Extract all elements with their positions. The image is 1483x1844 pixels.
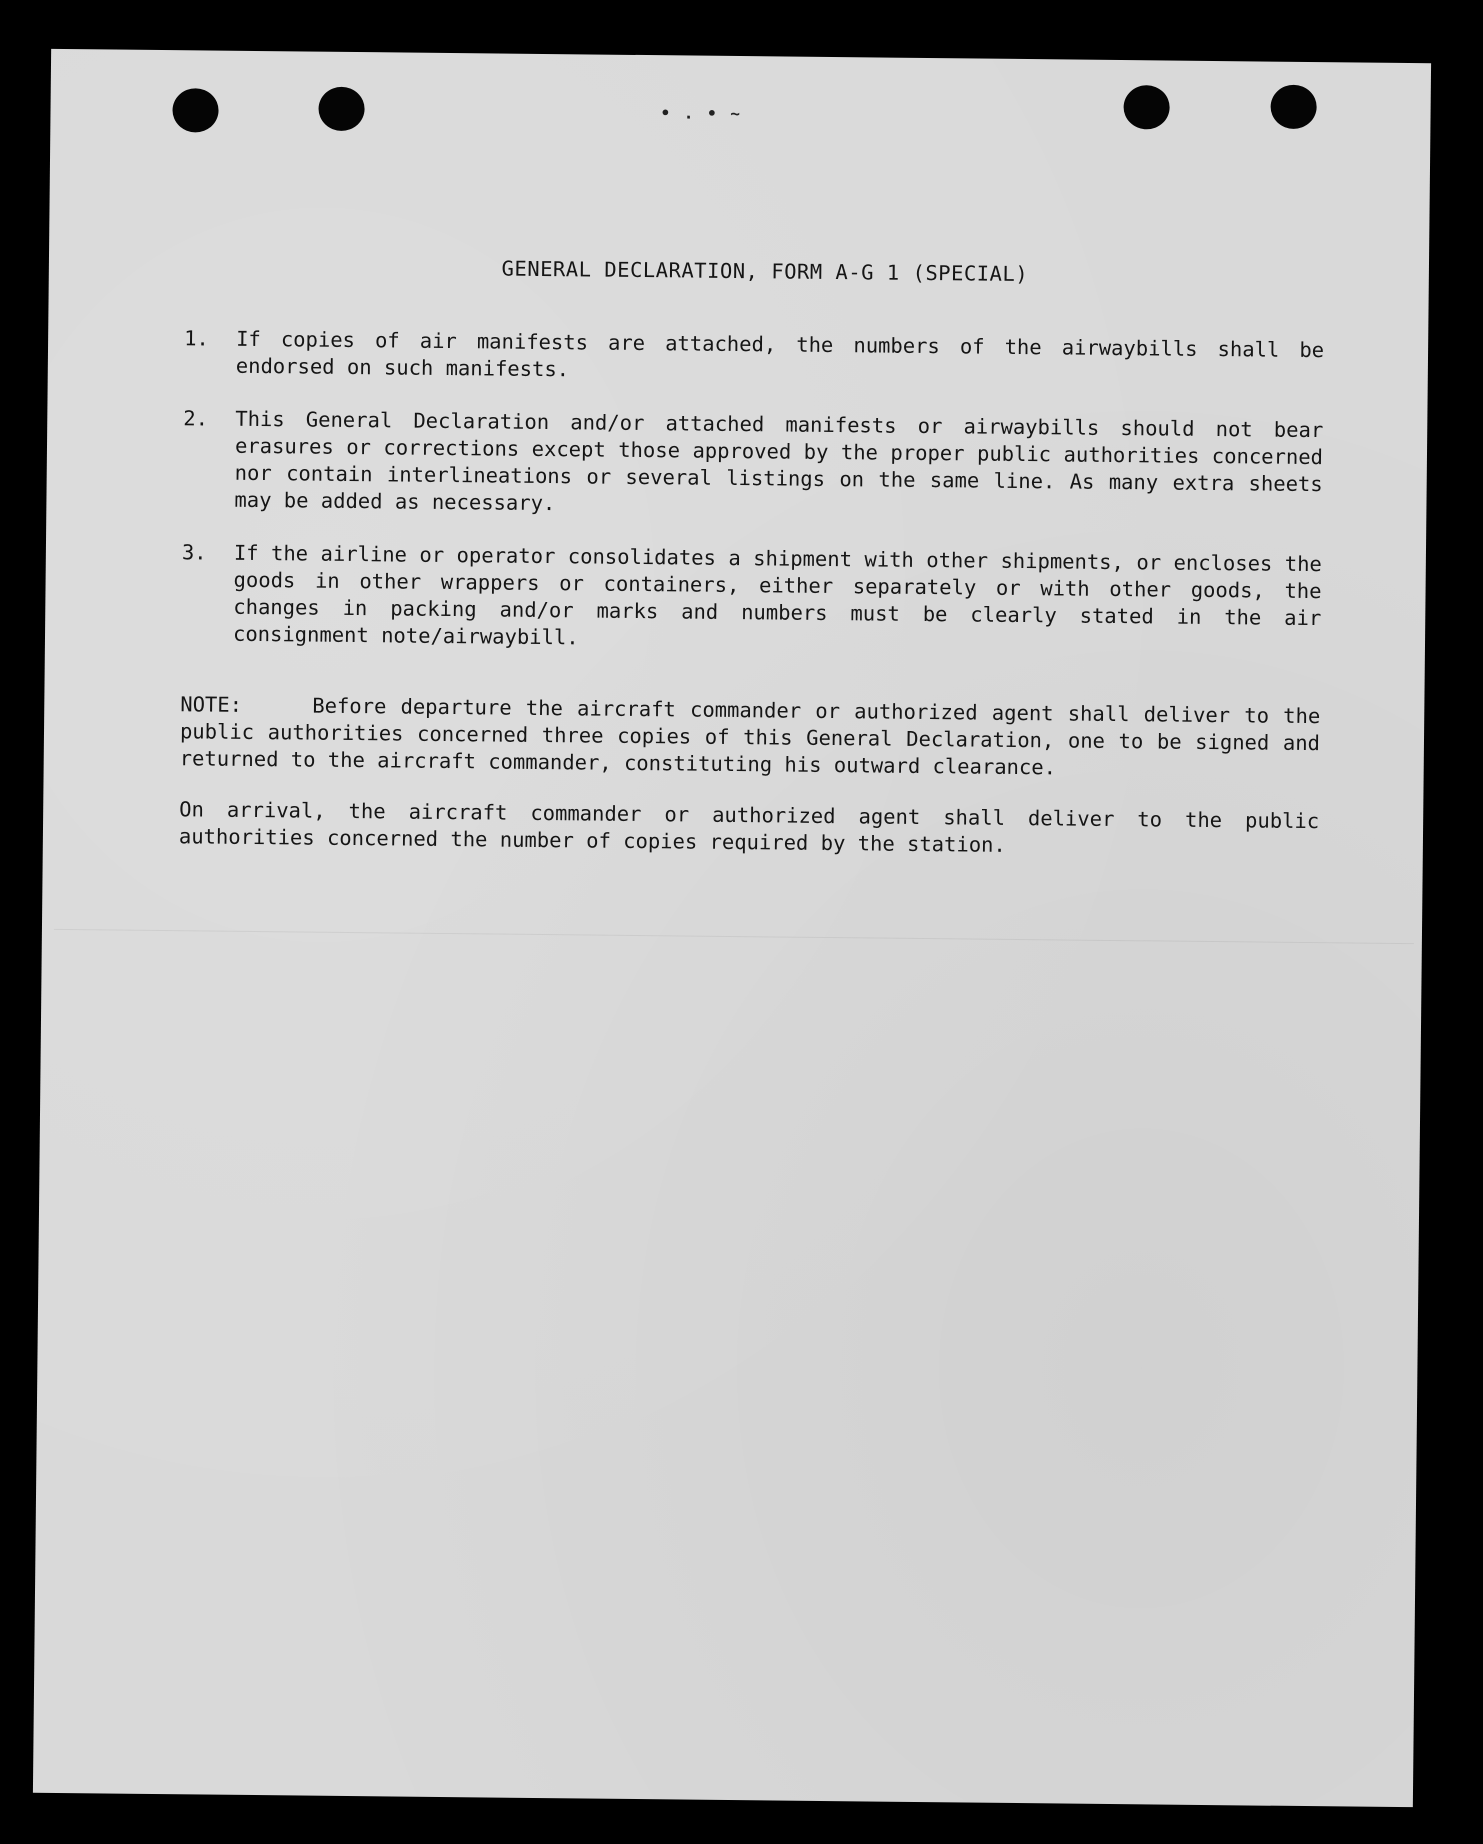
list-item	[181, 539, 1322, 659]
note-paragraph	[180, 691, 1321, 784]
punch-hole	[172, 88, 218, 132]
item-number: 1.	[184, 326, 209, 351]
document-title: GENERAL DECLARATION, FORM A-G 1 (SPECIAL)	[501, 256, 1029, 287]
document-page	[33, 49, 1431, 1807]
list-item	[182, 405, 1323, 525]
punch-hole	[318, 87, 364, 131]
note-label: NOTE:	[180, 692, 243, 717]
instruction-list	[181, 325, 1324, 659]
note-text: Before departure the aircraft commander or authorized agent shall deliver to the public authorities concerned three copies of this General Declaration, one to be signed and returned to the aircraft commander, constituting his outward clearance.	[179, 693, 1321, 780]
punch-hole	[1270, 85, 1316, 129]
fold-crease	[54, 929, 1414, 944]
list-item	[184, 325, 1325, 391]
item-text: This General Declaration and/or attached manifests or airwaybills should not bear erasures or corrections except those approved by the proper public authorities concerned nor contain interlineations or several listings on the same line. As many extra sheets may be added as necessary.	[234, 406, 1324, 516]
ink-specks: • . • ~	[660, 103, 743, 124]
punch-hole	[1123, 85, 1169, 129]
arrival-paragraph: On arrival, the aircraft commander or authorized agent shall deliver to the public authorities concerned the number of copies required by the station.	[178, 797, 1320, 857]
document-body	[179, 252, 1325, 862]
item-text: If copies of air manifests are attached, the numbers of the airwaybills shall be endorsed on such manifests.	[235, 326, 1325, 382]
item-number: 3.	[181, 540, 207, 565]
item-number: 2.	[183, 406, 209, 431]
item-text: If the airline or operator consolidates a shipment with other shipments, or encloses the goods in other wrappers or containers, either separately or with other goods, the changes in packing and/or marks and numbers must be clearly stated in the air consignment note/airwaybill.	[232, 540, 1322, 650]
